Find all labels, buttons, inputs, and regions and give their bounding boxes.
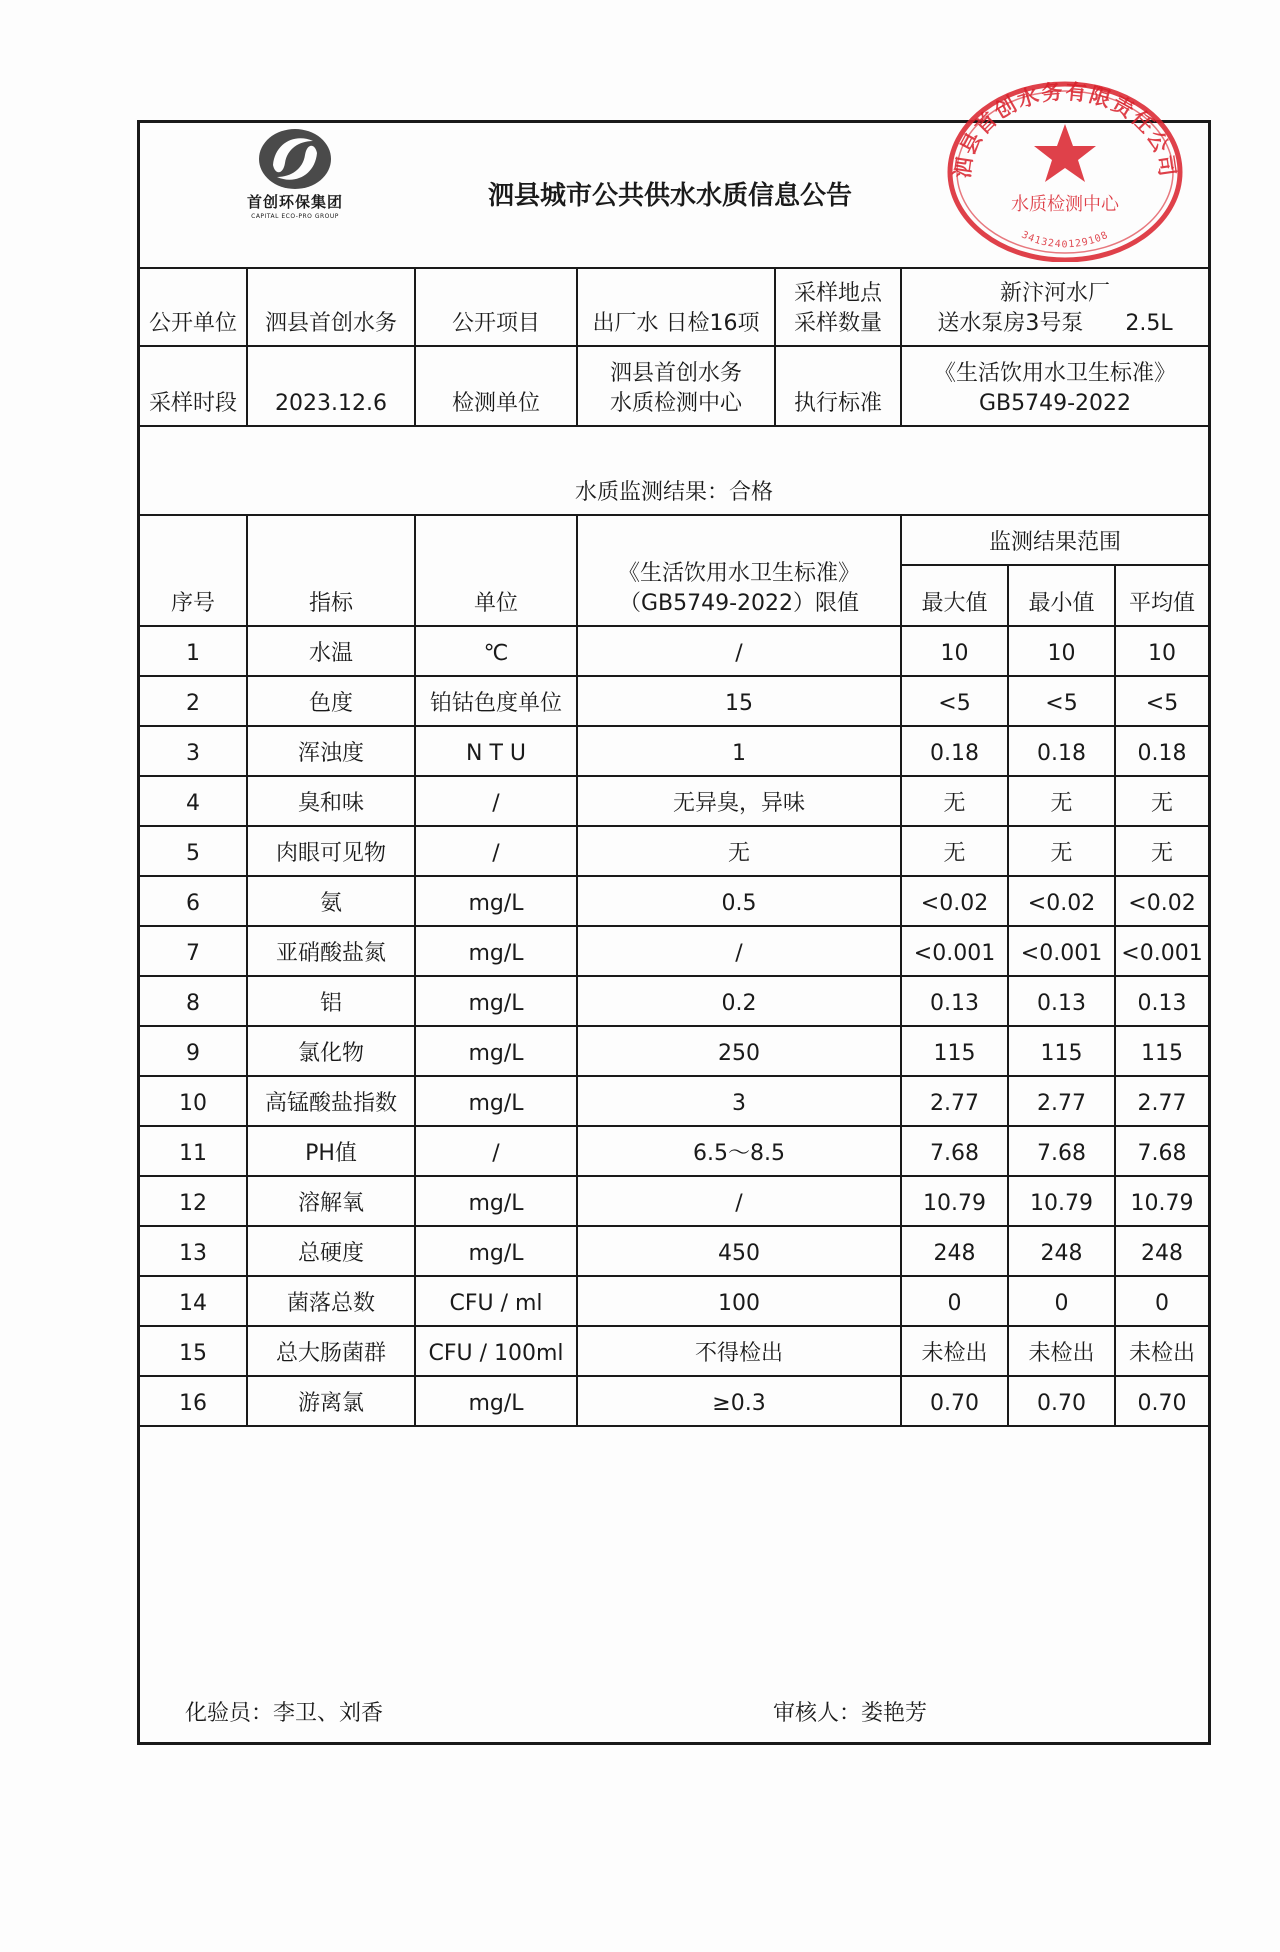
disclosure-unit-value: 泗县首创水务	[247, 269, 415, 346]
table-row	[140, 1276, 1208, 1326]
sample-site-detail: 送水泵房3号泵	[937, 311, 1084, 336]
min-cell: 2.77	[1008, 1076, 1115, 1126]
disclosure-unit-label: 公开单位	[140, 269, 247, 346]
reviewer: 审核人：娄艳芳	[773, 1701, 928, 1726]
unit-cell: N T U	[415, 726, 577, 776]
logo-name-cn: 首创环保集团	[246, 193, 343, 211]
max-cell: 10	[901, 626, 1008, 676]
unit-cell: /	[415, 1126, 577, 1176]
limit-cell: 450	[577, 1226, 901, 1276]
standard-label: 执行标准	[775, 346, 901, 426]
indicator-cell: 总硬度	[247, 1226, 415, 1276]
seq-cell: 2	[140, 676, 247, 726]
seq-cell: 8	[140, 976, 247, 1026]
seq-cell: 12	[140, 1176, 247, 1226]
max-cell: <5	[901, 676, 1008, 726]
sample-site-label: 采样地点	[793, 281, 882, 306]
unit-cell: /	[415, 776, 577, 826]
unit-cell: CFU / 100ml	[415, 1326, 577, 1376]
table-row	[140, 626, 1208, 676]
min-cell: 0	[1008, 1276, 1115, 1326]
min-cell: 0.70	[1008, 1376, 1115, 1426]
max-cell: 0.13	[901, 976, 1008, 1026]
table-row	[140, 1076, 1208, 1126]
max-cell: <0.001	[901, 926, 1008, 976]
min-cell: 7.68	[1008, 1126, 1115, 1176]
info-row-1	[140, 269, 1208, 346]
footer	[140, 1593, 1208, 1743]
disclosure-item-label: 公开项目	[415, 269, 577, 346]
avg-cell: 0	[1115, 1276, 1208, 1326]
min-cell: 无	[1008, 826, 1115, 876]
col-min: 最小值	[1008, 565, 1115, 626]
company-logo	[220, 125, 370, 235]
notice-sheet	[137, 120, 1211, 1745]
col-seq: 序号	[140, 515, 247, 626]
monitoring-result: 水质监测结果：合格	[140, 426, 1208, 515]
max-cell: 10.79	[901, 1176, 1008, 1226]
min-cell: 无	[1008, 776, 1115, 826]
seq-cell: 1	[140, 626, 247, 676]
limit-cell: /	[577, 626, 901, 676]
seq-cell: 11	[140, 1126, 247, 1176]
test-unit-label: 检测单位	[415, 346, 577, 426]
table-row	[140, 1026, 1208, 1076]
info-row-2	[140, 346, 1208, 426]
max-cell: 115	[901, 1026, 1008, 1076]
unit-cell: mg/L	[415, 1226, 577, 1276]
max-cell: 248	[901, 1226, 1008, 1276]
unit-cell: mg/L	[415, 926, 577, 976]
avg-cell: 7.68	[1115, 1126, 1208, 1176]
sample-time-value: 2023.12.6	[247, 346, 415, 426]
indicator-cell: 氯化物	[247, 1026, 415, 1076]
test-unit-value	[577, 346, 775, 426]
col-max: 最大值	[901, 565, 1008, 626]
seq-cell: 4	[140, 776, 247, 826]
sample-qty-value: 2.5L	[1125, 311, 1173, 336]
col-limit	[577, 515, 901, 626]
unit-cell: mg/L	[415, 876, 577, 926]
indicator-cell: 高锰酸盐指数	[247, 1076, 415, 1126]
max-cell: 7.68	[901, 1126, 1008, 1176]
avg-cell: 无	[1115, 776, 1208, 826]
column-header-row-1	[140, 515, 1208, 565]
indicator-cell: 色度	[247, 676, 415, 726]
seq-cell: 13	[140, 1226, 247, 1276]
seq-cell: 16	[140, 1376, 247, 1426]
limit-cell: 100	[577, 1276, 901, 1326]
indicator-cell: 溶解氧	[247, 1176, 415, 1226]
col-unit: 单位	[415, 515, 577, 626]
sample-site-qty-label	[775, 269, 901, 346]
indicator-cell: PH值	[247, 1126, 415, 1176]
min-cell: <5	[1008, 676, 1115, 726]
min-cell: <0.02	[1008, 876, 1115, 926]
table-row	[140, 976, 1208, 1026]
min-cell: <0.001	[1008, 926, 1115, 976]
indicator-cell: 总大肠菌群	[247, 1326, 415, 1376]
avg-cell: 0.18	[1115, 726, 1208, 776]
table-row	[140, 1126, 1208, 1176]
result-row	[140, 426, 1208, 515]
stamp-top-text: 泗县首创水务有限责任公司	[950, 79, 1180, 180]
standard-value	[901, 346, 1208, 426]
table-row	[140, 1176, 1208, 1226]
table-row	[140, 926, 1208, 976]
stamp-center-text: 水质检测中心	[1011, 194, 1119, 215]
col-limit-line1: 《生活饮用水卫生标准》	[617, 561, 860, 586]
min-cell: 115	[1008, 1026, 1115, 1076]
avg-cell: 10.79	[1115, 1176, 1208, 1226]
max-cell: 0	[901, 1276, 1008, 1326]
table-row	[140, 826, 1208, 876]
col-range: 监测结果范围	[901, 515, 1208, 565]
col-limit-line2: （GB5749-2022）限值	[618, 591, 860, 616]
limit-cell: 3	[577, 1076, 901, 1126]
sample-site-detail-qty	[902, 309, 1208, 339]
table-row	[140, 1376, 1208, 1426]
indicator-cell: 浑浊度	[247, 726, 415, 776]
limit-cell: 无	[577, 826, 901, 876]
seq-cell: 3	[140, 726, 247, 776]
water-quality-table	[140, 269, 1208, 1426]
table-row	[140, 876, 1208, 926]
seq-cell: 14	[140, 1276, 247, 1326]
max-cell: 2.77	[901, 1076, 1008, 1126]
avg-cell: <5	[1115, 676, 1208, 726]
min-cell: 未检出	[1008, 1326, 1115, 1376]
standard-line1: 《生活饮用水卫生标准》	[933, 361, 1176, 386]
min-cell: 0.18	[1008, 726, 1115, 776]
indicator-cell: 肉眼可见物	[247, 826, 415, 876]
avg-cell: 10	[1115, 626, 1208, 676]
col-avg: 平均值	[1115, 565, 1208, 626]
limit-cell: 6.5～8.5	[577, 1126, 901, 1176]
unit-cell: mg/L	[415, 1076, 577, 1126]
data-rows	[140, 626, 1208, 1426]
test-unit-line1: 泗县首创水务	[609, 361, 742, 386]
disclosure-item-value: 出厂水 日检16项	[577, 269, 775, 346]
max-cell: 无	[901, 776, 1008, 826]
limit-cell: ≥0.3	[577, 1376, 901, 1426]
min-cell: 248	[1008, 1226, 1115, 1276]
indicator-cell: 臭和味	[247, 776, 415, 826]
unit-cell: mg/L	[415, 1176, 577, 1226]
unit-cell: 铂钴色度单位	[415, 676, 577, 726]
stamp-number: 3413240129108	[1019, 229, 1111, 251]
sample-site-qty-value	[901, 269, 1208, 346]
unit-cell: mg/L	[415, 1026, 577, 1076]
indicator-cell: 亚硝酸盐氮	[247, 926, 415, 976]
avg-cell: 248	[1115, 1226, 1208, 1276]
unit-cell: mg/L	[415, 1376, 577, 1426]
unit-cell: /	[415, 826, 577, 876]
avg-cell: 0.70	[1115, 1376, 1208, 1426]
table-row	[140, 1326, 1208, 1376]
table-row	[140, 676, 1208, 726]
sample-time-label: 采样时段	[140, 346, 247, 426]
indicator-cell: 游离氯	[247, 1376, 415, 1426]
seq-cell: 15	[140, 1326, 247, 1376]
unit-cell: ℃	[415, 626, 577, 676]
limit-cell: /	[577, 926, 901, 976]
indicator-cell: 水温	[247, 626, 415, 676]
logo-swirl-icon	[253, 125, 337, 195]
sample-site-value: 新汴河水厂	[999, 281, 1110, 306]
seq-cell: 5	[140, 826, 247, 876]
table-row	[140, 726, 1208, 776]
limit-cell: /	[577, 1176, 901, 1226]
col-indicator: 指标	[247, 515, 415, 626]
limit-cell: 0.2	[577, 976, 901, 1026]
max-cell: 无	[901, 826, 1008, 876]
seq-cell: 9	[140, 1026, 247, 1076]
indicator-cell: 菌落总数	[247, 1276, 415, 1326]
seq-cell: 7	[140, 926, 247, 976]
unit-cell: mg/L	[415, 976, 577, 1026]
min-cell: 0.13	[1008, 976, 1115, 1026]
unit-cell: CFU / ml	[415, 1276, 577, 1326]
avg-cell: 无	[1115, 826, 1208, 876]
max-cell: 未检出	[901, 1326, 1008, 1376]
seq-cell: 10	[140, 1076, 247, 1126]
max-cell: 0.18	[901, 726, 1008, 776]
page-title: 泗县城市公共供水水质信息公告	[487, 181, 852, 211]
avg-cell: <0.02	[1115, 876, 1208, 926]
limit-cell: 0.5	[577, 876, 901, 926]
header	[140, 123, 1208, 269]
seq-cell: 6	[140, 876, 247, 926]
avg-cell: 2.77	[1115, 1076, 1208, 1126]
limit-cell: 不得检出	[577, 1326, 901, 1376]
avg-cell: <0.001	[1115, 926, 1208, 976]
min-cell: 10	[1008, 626, 1115, 676]
max-cell: 0.70	[901, 1376, 1008, 1426]
tester: 化验员：李卫、刘香	[185, 1701, 384, 1726]
sample-qty-label: 采样数量	[793, 311, 882, 336]
table-row	[140, 776, 1208, 826]
logo-name-en: CAPITAL ECO-PRO GROUP	[251, 213, 339, 220]
limit-cell: 250	[577, 1026, 901, 1076]
indicator-cell: 铝	[247, 976, 415, 1026]
limit-cell: 15	[577, 676, 901, 726]
limit-cell: 无异臭，异味	[577, 776, 901, 826]
test-unit-line2: 水质检测中心	[609, 391, 742, 416]
max-cell: <0.02	[901, 876, 1008, 926]
standard-line2: GB5749-2022	[978, 391, 1132, 416]
table-row	[140, 1226, 1208, 1276]
avg-cell: 115	[1115, 1026, 1208, 1076]
avg-cell: 0.13	[1115, 976, 1208, 1026]
limit-cell: 1	[577, 726, 901, 776]
min-cell: 10.79	[1008, 1176, 1115, 1226]
avg-cell: 未检出	[1115, 1326, 1208, 1376]
indicator-cell: 氨	[247, 876, 415, 926]
